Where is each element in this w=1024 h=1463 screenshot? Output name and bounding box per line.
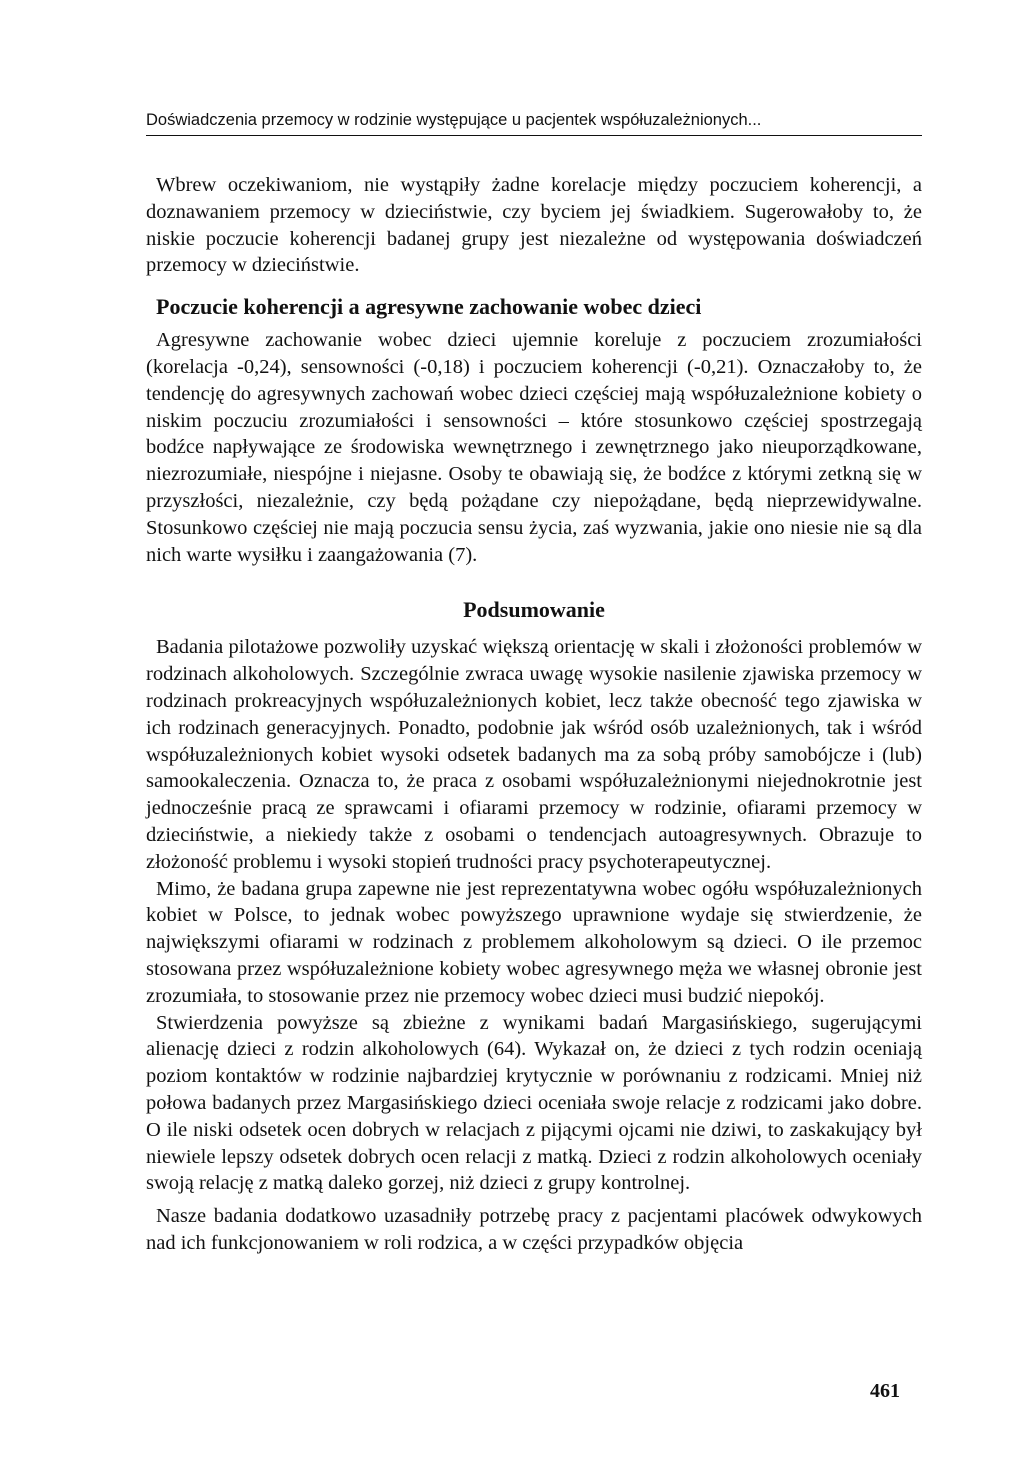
summary-paragraph: Mimo, że badana grupa zapewne nie jest reprezentatywna wobec ogółu współuzależnionych kobiet w Polsce, to jednak wobec powyższego uprawnione wydaje się stwierdzenie, że największymi ofiarami w rodzinach z problemem alkoholowym są dzieci. O ile przemoc stosowana przez współuzależnione kobiety wobec agresywnego męża we własnej obronie jest zrozumiała, to stosowanie przez nie przemocy wobec dzieci musi budzić niepokój. — [146, 877, 922, 1007]
summary-paragraph: Nasze badania dodatkowo uzasadniły potrzebę pracy z pacjentami placówek odwykowych nad ich funkcjonowaniem w roli rodzica, a w części przypadków objęcia — [146, 1205, 922, 1254]
section-heading-koherencja: Poczucie koherencji a agresywne zachowanie wobec dzieci — [156, 294, 702, 320]
page-content — [146, 108, 922, 1257]
intro-paragraph: Wbrew oczekiwaniom, nie wystąpiły żadne korelacje między poczuciem koherencji, a doznawaniem przemocy w dzieciństwie, czy byciem jej świadkiem. Sugerowałoby to, że niskie poczucie koherencji badanej grupy jest niezależne od występowania doświadczeń przemocy w dzieciństwie. — [146, 174, 922, 277]
running-header: Doświadczenia przemocy w rodzinie występujące u pacjentek współuzależnionych... — [146, 108, 922, 136]
summary-paragraph: Badania pilotażowe pozwoliły uzyskać większą orientację w skali i złożoności problemów w rodzinach alkoholowych. Szczególnie zwraca uwagę wysokie nasilenie zjawiska przemocy w rodzinach prokreacyjnych współuzależnionych kobiet, lecz także obecność tego zjawiska w ich rodzinach generacyjnych. Ponadto, podobnie jak wśród osób uzależnionych, tak i wśród współuzależnionych kobiet wysoki odsetek badanych ma za sobą próby samobójcze i (lub) samookaleczenia. Oznacza to, że praca z osobami współuzależnionymi niejednokrotnie jest jednocześnie pracą ze sprawcami i ofiarami przemocy w rodzinie, ofiarami przemocy w dzieciństwie, a niekiedy także z osobami o tendencjach autoagresywnych. Obrazuje to złożoność problemu i wysoki stopień trudności pracy psychoterapeutycznej. — [146, 636, 922, 873]
page-number: 461 — [870, 1380, 900, 1402]
section-heading-podsumowanie: Podsumowanie — [463, 597, 605, 623]
section-paragraph-koherencja: Agresywne zachowanie wobec dzieci ujemnie koreluje z poczuciem zrozumiałości (korelacja -0,24), sensowności (-0,18) i poczuciem koherencji (-0,21). Oznaczałoby to, że tendencję do agresywnych zachowań wobec dzieci częściej mają współuzależnione kobiety o niskim poczuciu zrozumiałości i sensowności – które stosunkowo częściej spostrzegają bodźce napływające ze środowiska wewnętrznego i zewnętrznego jako nieuporządkowane, niezrozumiałe, niespójne i niejasne. Osoby te obawiają się, że bodźce z którymi zetkną się w przyszłości, niezależnie, czy będą pożądane czy niepożądane, będą nieprzewidywalne. Stosunkowo częściej nie mają poczucia sensu życia, zaś wyzwania, jakie ono niesie nie są dla nich warte wysiłku i zaangażowania (7). — [146, 329, 922, 566]
summary-paragraph: Stwierdzenia powyższe są zbieżne z wynikami badań Margasińskiego, sugerującymi alienację dzieci z rodzin alkoholowych (64). Wykazał on, że dzieci z tych rodzin oceniają poziom kontaktów w rodzinie najbardziej krytycznie w porównaniu z rodzicami. Mniej niż połowa badanych przez Margasińskiego dzieci oceniała swoje relacje z rodzicami jako dobre. O ile niski odsetek ocen dobrych w relacjach z pijącymi ojcami nie dziwi, to zaskakujący był niewiele lepszy odsetek dobrych ocen relacji z matką. Dzieci z rodzin alkoholowych oceniały swoją relację z matką daleko gorzej, niż dzieci z grupy kontrolnej. — [146, 1011, 922, 1195]
